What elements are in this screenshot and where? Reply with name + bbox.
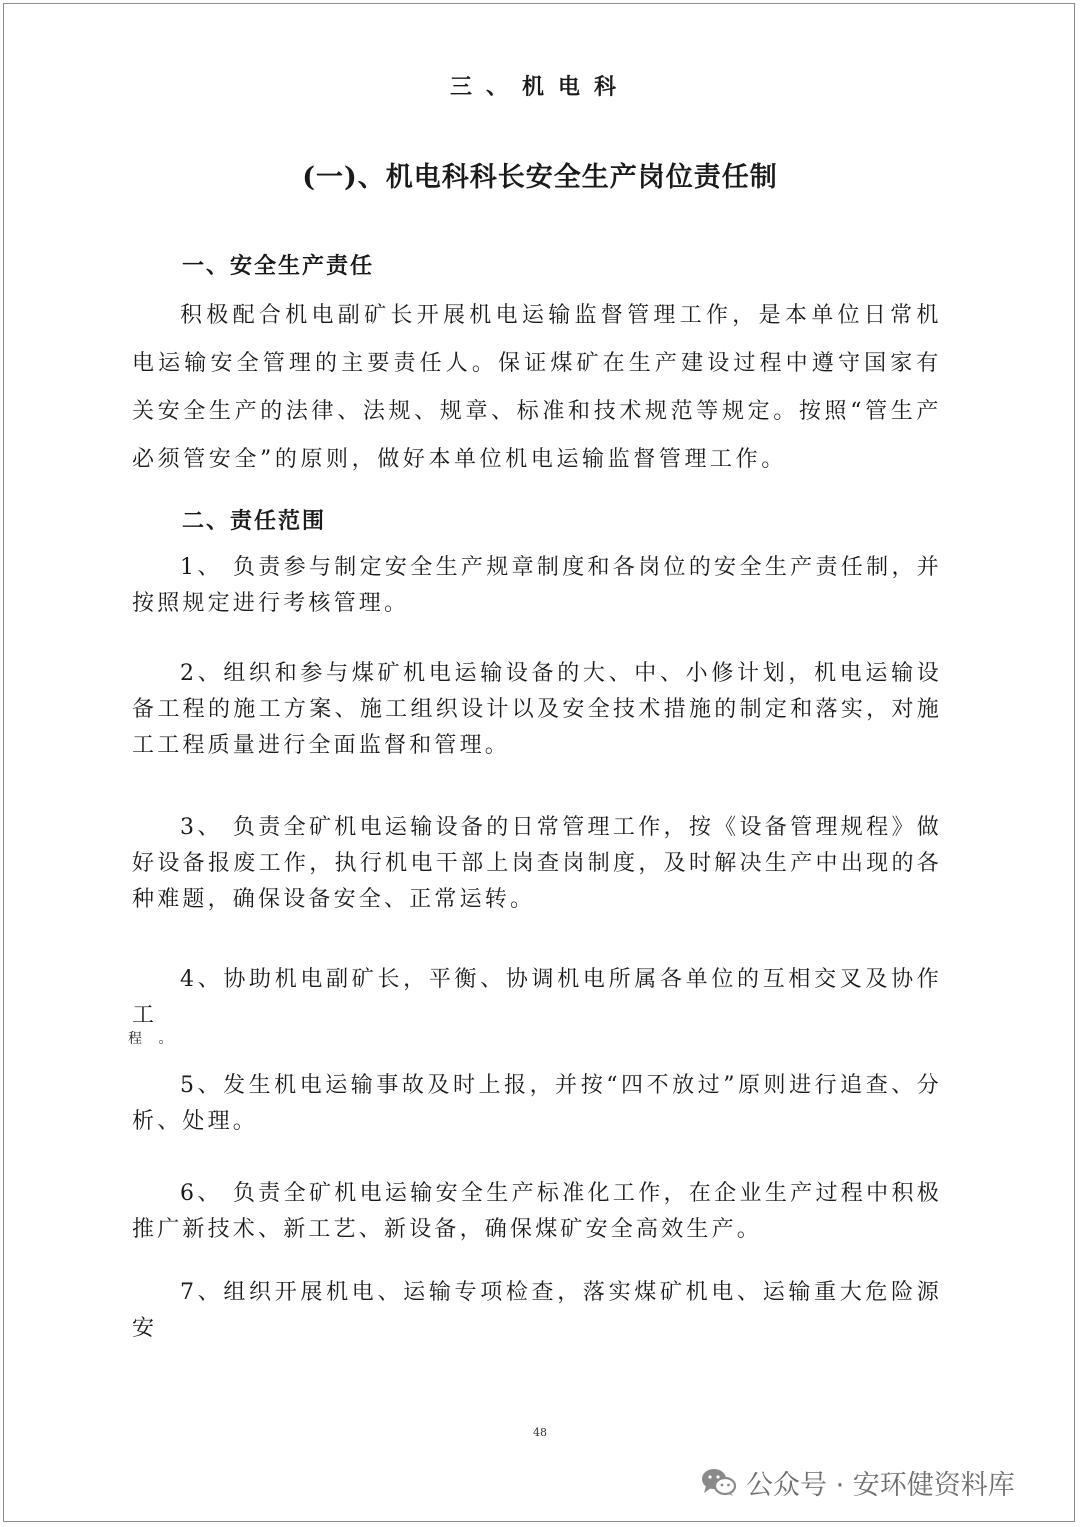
heading-safety-responsibility: 一、安全生产责任 (182, 253, 375, 279)
section-title: 三、机电科 (449, 74, 630, 100)
paragraph-safety-responsibility: 积极配合机电副矿长开展机电运输监督管理工作，是本单位日常机电运输安全管理的主要责任人。保证煤矿在生产建设过程中遵守国家有关安全生产的法律、法规、规章、标准和技术规范等规定。按照“管生产必须管安全”的原则，做好本单位机电运输监督管理工作。 (132, 303, 942, 472)
scope-item-3: 3、 负责全矿机电运输设备的日常管理工作，按《设备管理规程》做好设备报废工作，执行机电干部上岗查岗制度，及时解决生产中出现的各种难题，确保设备安全、正常运转。 (132, 815, 942, 912)
watermark-text: 公众号 · 安环健资料库 (746, 1469, 1015, 1501)
scope-item-2: 2、组织和参与煤矿机电运输设备的大、中、小修计划，机电运输设备工程的施工方案、施工组织设计以及安全技术措施的制定和落实，对施工工程质量进行全面监督和管理。 (132, 661, 942, 758)
scope-item-7: 7、组织开展机电、运输专项检查，落实煤矿机电、运输重大危险源安 (132, 1280, 942, 1341)
document-title: (一)、机电科科长安全生产岗位责任制 (302, 162, 778, 193)
scope-item-1: 1、 负责参与制定安全生产规章制度和各岗位的安全生产责任制，并按照规定进行考核管理。 (132, 555, 942, 616)
scope-item-5: 5、发生机电运输事故及时上报，并按“四不放过”原则进行追查、分析、处理。 (132, 1073, 942, 1134)
watermark (700, 1458, 1015, 1506)
scope-item-4-tail: 程 。 (128, 1031, 179, 1047)
wechat-icon (700, 1467, 736, 1497)
scope-item-6: 6、 负责全矿机电运输安全生产标准化工作，在企业生产过程中积极推广新技术、新工艺、新设备，确保煤矿安全高效生产。 (132, 1181, 942, 1242)
heading-responsibility-scope: 二、责任范围 (182, 508, 327, 534)
page-number: 48 (533, 1426, 547, 1439)
scope-item-4: 4、协助机电副矿长，平衡、协调机电所属各单位的互相交叉及协作工 (132, 967, 942, 1028)
